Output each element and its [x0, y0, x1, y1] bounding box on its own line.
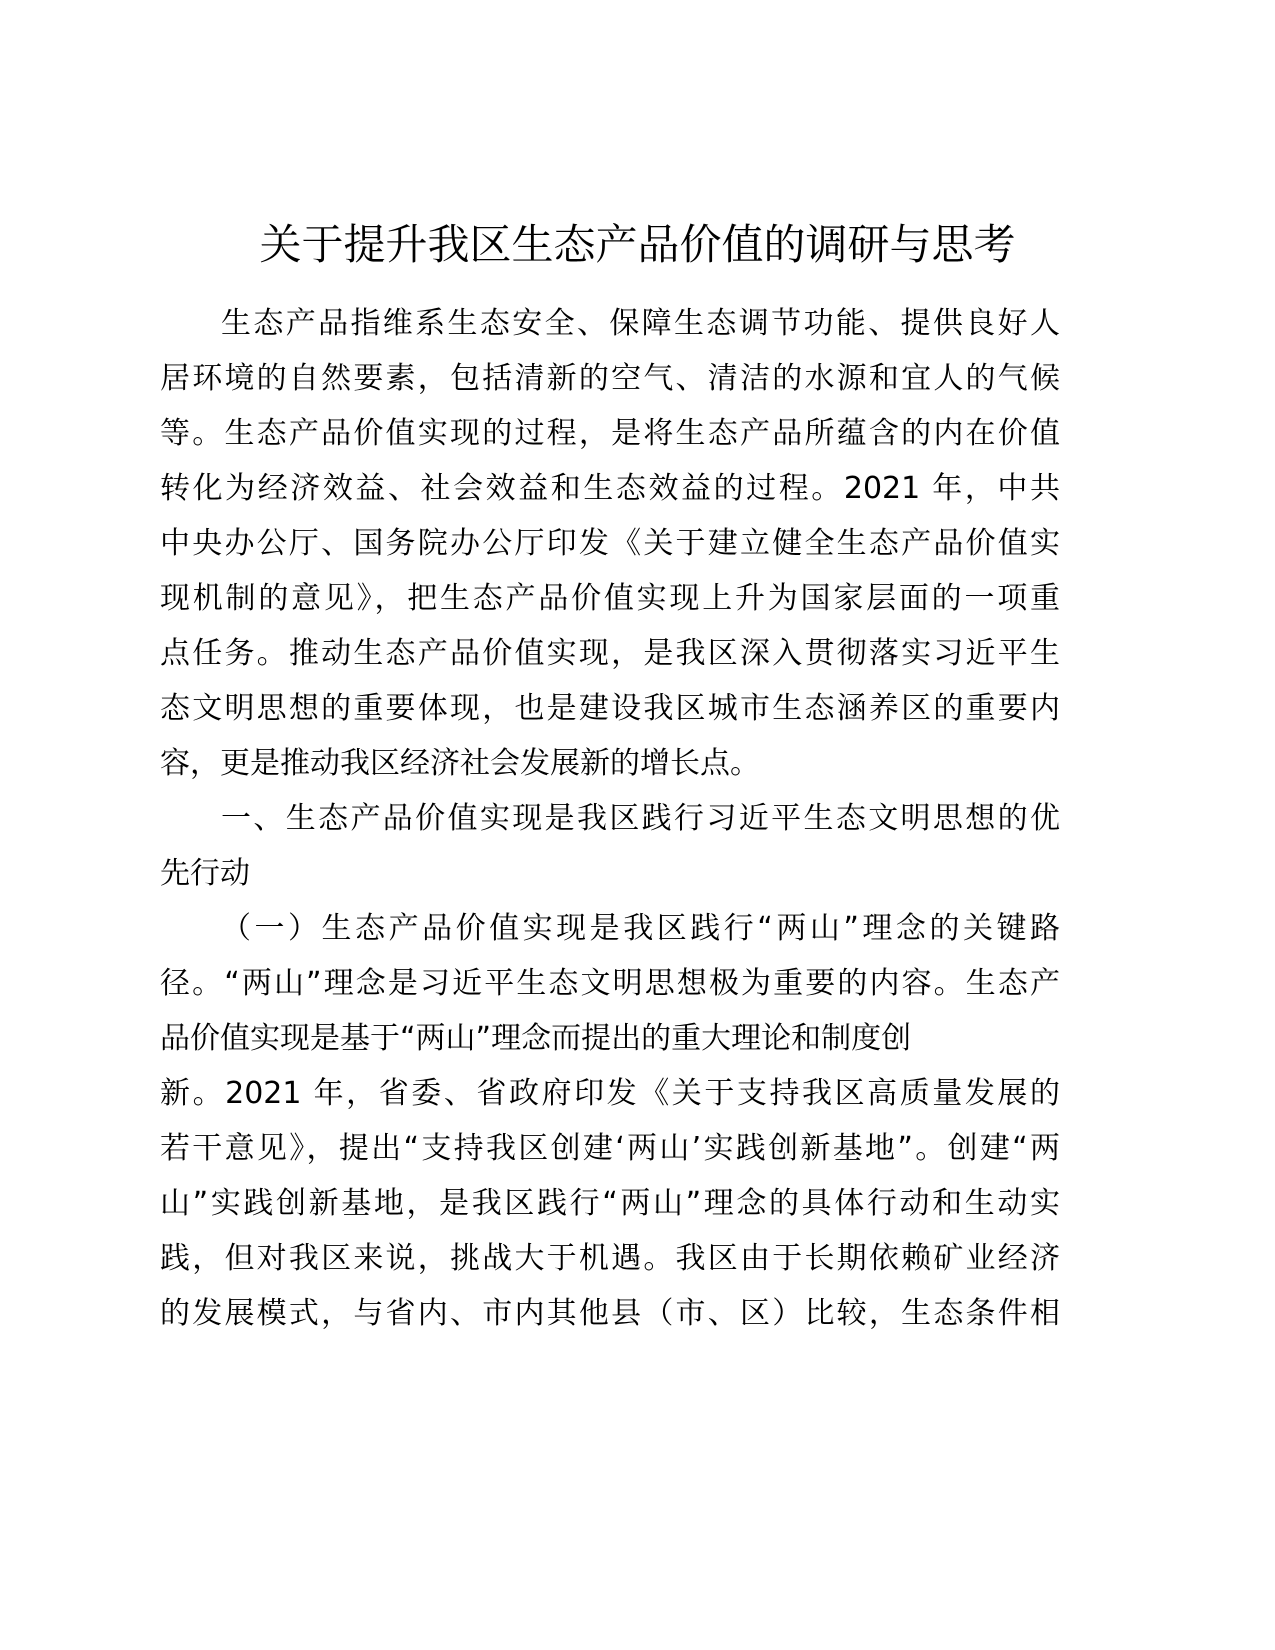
body-text-line: 生态产品指维系生态安全、保障生态调节功能、提供良好人: [221, 306, 1060, 341]
document-body: [160, 296, 1060, 1341]
body-text-line: 等。生态产品价值实现的过程，是将生态产品所蕴含的内在价值: [160, 416, 1060, 451]
body-text-line: 先行动: [160, 856, 250, 891]
document-title: 关于提升我区生态产品价值的调研与思考: [259, 220, 1016, 269]
body-text-line: 新。2021 年，省委、省政府印发《关于支持我区高质量发展的: [160, 1076, 1060, 1111]
body-text-line: 径。“两山”理念是习近平生态文明思想极为重要的内容。生态产: [160, 966, 1060, 1001]
body-text-line: 践，但对我区来说，挑战大于机遇。我区由于长期依赖矿业经济: [160, 1241, 1060, 1276]
body-text-line: 品价值实现是基于“两山”理念而提出的重大理论和制度创: [160, 1021, 912, 1056]
body-text-line: 中央办公厅、国务院办公厅印发《关于建立健全生态产品价值实: [160, 526, 1060, 561]
body-text-line: （一）生态产品价值实现是我区践行“两山”理念的关键路: [221, 911, 1060, 946]
body-text-line: 点任务。推动生态产品价值实现，是我区深入贯彻落实习近平生: [160, 636, 1060, 671]
body-text-line: 山”实践创新基地，是我区践行“两山”理念的具体行动和生动实: [160, 1186, 1060, 1221]
body-text-line: 容，更是推动我区经济社会发展新的增长点。: [160, 746, 760, 781]
body-text-line: 转化为经济效益、社会效益和生态效益的过程。2021 年，中共: [160, 471, 1060, 506]
body-text-line: 态文明思想的重要体现，也是建设我区城市生态涵养区的重要内: [160, 691, 1060, 726]
body-text-line: 居环境的自然要素，包括清新的空气、清洁的水源和宜人的气候: [160, 361, 1060, 396]
body-text-line: 的发展模式，与省内、市内其他县（市、区）比较，生态条件相: [160, 1296, 1060, 1331]
body-text-line: 若干意见》，提出“支持我区创建‘两山’实践创新基地”。创建“两: [160, 1131, 1060, 1166]
body-text-line: 现机制的意见》，把生态产品价值实现上升为国家层面的一项重: [160, 581, 1060, 616]
body-text-line: 一、生态产品价值实现是我区践行习近平生态文明思想的优: [221, 801, 1060, 836]
